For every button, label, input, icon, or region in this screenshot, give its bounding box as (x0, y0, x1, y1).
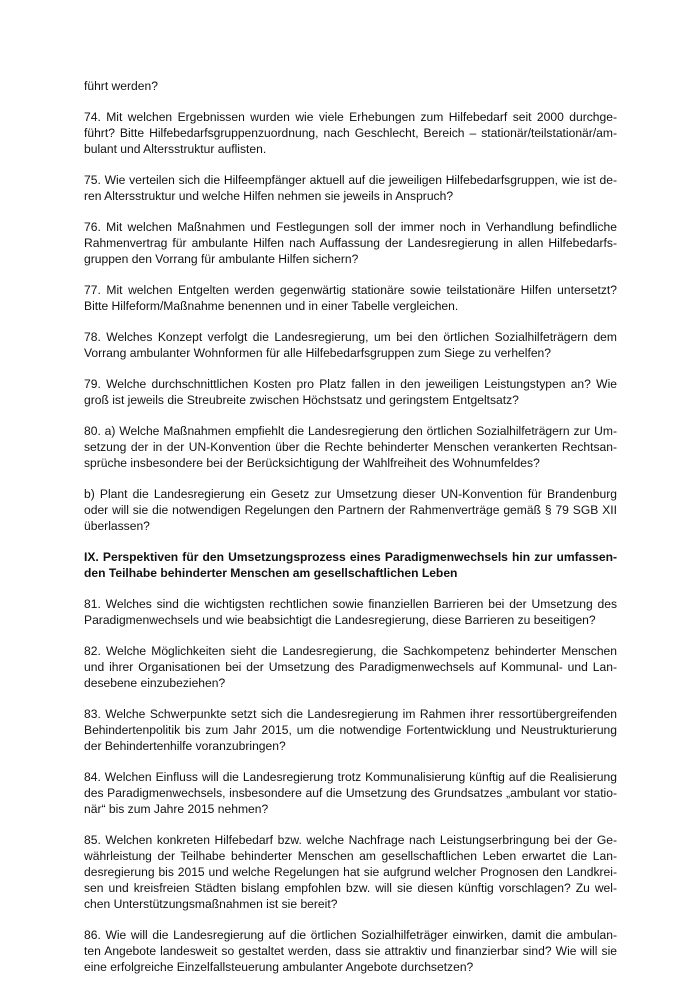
question-paragraph (84, 282, 617, 314)
text-line: währleistung der Teilhabe behinderter Menschen am gesellschaftlichen Leben erwartet die Lan- (84, 849, 617, 863)
text-line: Bitte Hilfeform/Maßnahme benennen und in einer Tabelle vergleichen. (84, 299, 459, 313)
question-paragraph (84, 596, 617, 628)
text-line: chen Unterstützungsmaßnahmen ist sie bereit? (84, 897, 338, 911)
text-line: 85. Welchen konkreten Hilfebedarf bzw. welche Nachfrage nach Leistungserbringung bei der Ge- (84, 833, 617, 847)
question-paragraph (84, 486, 617, 534)
text-line: 76. Mit welchen Maßnahmen und Festlegungen soll der immer noch in Verhandlung befindliche (84, 220, 617, 234)
text-line: überlassen? (84, 519, 150, 533)
text-line: 78. Welches Konzept verfolgt die Landesregierung, um bei den örtlichen Sozialhilfeträgern dem (84, 330, 617, 344)
text-line: 83. Welche Schwerpunkte setzt sich die Landesregierung im Rahmen ihrer ressortübergreifenden (84, 707, 617, 721)
text-line: gruppen den Vorrang für ambulante Hilfen sichern? (84, 252, 359, 266)
text-line: IX. Perspektiven für den Umsetzungsprozess eines Paradigmenwechsels hin zur umfassen- (84, 550, 617, 564)
question-paragraph (84, 832, 617, 912)
question-paragraph (84, 109, 617, 157)
text-line: ren Altersstruktur und welche Hilfen nehmen sie jeweils in Anspruch? (84, 189, 454, 203)
question-paragraph (84, 769, 617, 817)
question-paragraph (84, 706, 617, 754)
text-line: eine erfolgreiche Einzelfallsteuerung ambulanter Angebote durchsetzen? (84, 960, 474, 974)
section-question-list (84, 596, 617, 975)
text-line: Vorrang ambulanter Wohnformen für alle Hilfebedarfsgruppen zum Siege zu verhelfen? (84, 346, 551, 360)
question-paragraph (84, 927, 617, 975)
text-line: ten Angebote landesweit so gestaltet werden, dass sie attraktiv und finanzierbar sind? Wie will sie (84, 944, 617, 958)
text-line: groß ist jeweils die Streubreite zwischen Höchstsatz und geringstem Entgeltsatz? (84, 393, 519, 407)
text-line: 79. Welche durchschnittlichen Kosten pro Platz fallen in den jeweiligen Leistungstypen an? Wie (84, 377, 617, 391)
text-line: und ihrer Organisationen bei der Umsetzung des Paradigmenwechsels auf Kommunal- und Lan- (84, 660, 617, 674)
text-line: 77. Mit welchen Entgelten werden gegenwärtig stationäre sowie teilstationäre Hilfen untersetzt? (84, 283, 617, 297)
text-line: desregierung bis 2015 und welche Regelungen hat sie aufgrund welcher Prognosen den Landkrei- (84, 865, 617, 879)
text-line: desebene einzubeziehen? (84, 676, 226, 690)
text-line: sen und kreisfreien Städten bislang empfohlen bzw. will sie diesen künftig vorschlagen? Zu wel- (84, 881, 617, 895)
text-line: Paradigmenwechsels und wie beabsichtigt die Landesregierung, diese Barrieren zu beseitigen? (84, 613, 596, 627)
text-line: 82. Welche Möglichkeiten sieht die Landesregierung, die Sachkompetenz behinderter Menschen (84, 644, 617, 658)
text-line: 81. Welches sind die wichtigsten rechtlichen sowie finanziellen Barrieren bei der Umsetzung des (84, 597, 617, 611)
question-paragraph (84, 643, 617, 691)
text-line: oder will sie die notwendigen Regelungen den Partnern der Rahmenverträge gemäß § 79 SGB XII (84, 503, 617, 517)
document-page (84, 78, 617, 990)
question-paragraph (84, 172, 617, 204)
text-line: när“ bis zum Jahre 2015 nehmen? (84, 802, 269, 816)
text-line: Rahmenvertrag für ambulante Hilfen nach Auffassung der Landesregierung in allen Hilfebedarfs- (84, 236, 617, 250)
text-line: führt? Bitte Hilfebedarfsgruppenzuordnung, nach Geschlecht, Bereich – stationär/teilstationär/am- (84, 126, 617, 140)
question-paragraph (84, 329, 617, 361)
section-heading (84, 549, 617, 581)
question-list (84, 109, 617, 534)
text-line: b) Plant die Landesregierung ein Gesetz zur Umsetzung dieser UN-Konvention für Brandenburg (84, 487, 617, 501)
text-line: sprüche insbesondere bei der Berücksichtigung der Wahlfreiheit des Wohnumfeldes? (84, 456, 540, 470)
text-line: 86. Wie will die Landesregierung auf die örtlichen Sozialhilfeträger einwirken, damit die ambulan- (84, 928, 617, 942)
lead-in-paragraph (84, 78, 617, 94)
question-paragraph (84, 219, 617, 267)
text-line: 84. Welchen Einfluss will die Landesregierung trotz Kommunalisierung künftig auf die Realisierung (84, 770, 617, 784)
text-line: bulant und Altersstruktur auflisten. (84, 142, 267, 156)
question-paragraph (84, 423, 617, 471)
text-line: des Paradigmenwechsels, insbesondere auf die Umsetzung des Grundsatzes „ambulant vor statio- (84, 786, 617, 800)
text-line: den Teilhabe behinderter Menschen am gesellschaftlichen Leben (84, 566, 458, 580)
question-paragraph (84, 376, 617, 408)
text-line: 74. Mit welchen Ergebnissen wurden wie viele Erhebungen zum Hilfebedarf seit 2000 durchge- (84, 110, 617, 124)
text-line: der Behindertenhilfe voranzubringen? (84, 739, 286, 753)
text-line: 80. a) Welche Maßnahmen empfiehlt die Landesregierung den örtlichen Sozialhilfeträgern zur Um- (84, 424, 617, 438)
text-line: setzung der in der UN-Konvention über die Rechte behinderter Menschen verankerten Rechtsan- (84, 440, 617, 454)
text-line: 75. Wie verteilen sich die Hilfeempfänger aktuell auf die jeweiligen Hilfebedarfsgruppen, wie ist de- (84, 173, 617, 187)
text-line: führt werden? (84, 79, 158, 93)
text-line: Behindertenpolitik bis zum Jahr 2015, um die notwendige Fortentwicklung und Neustrukturierung (84, 723, 617, 737)
